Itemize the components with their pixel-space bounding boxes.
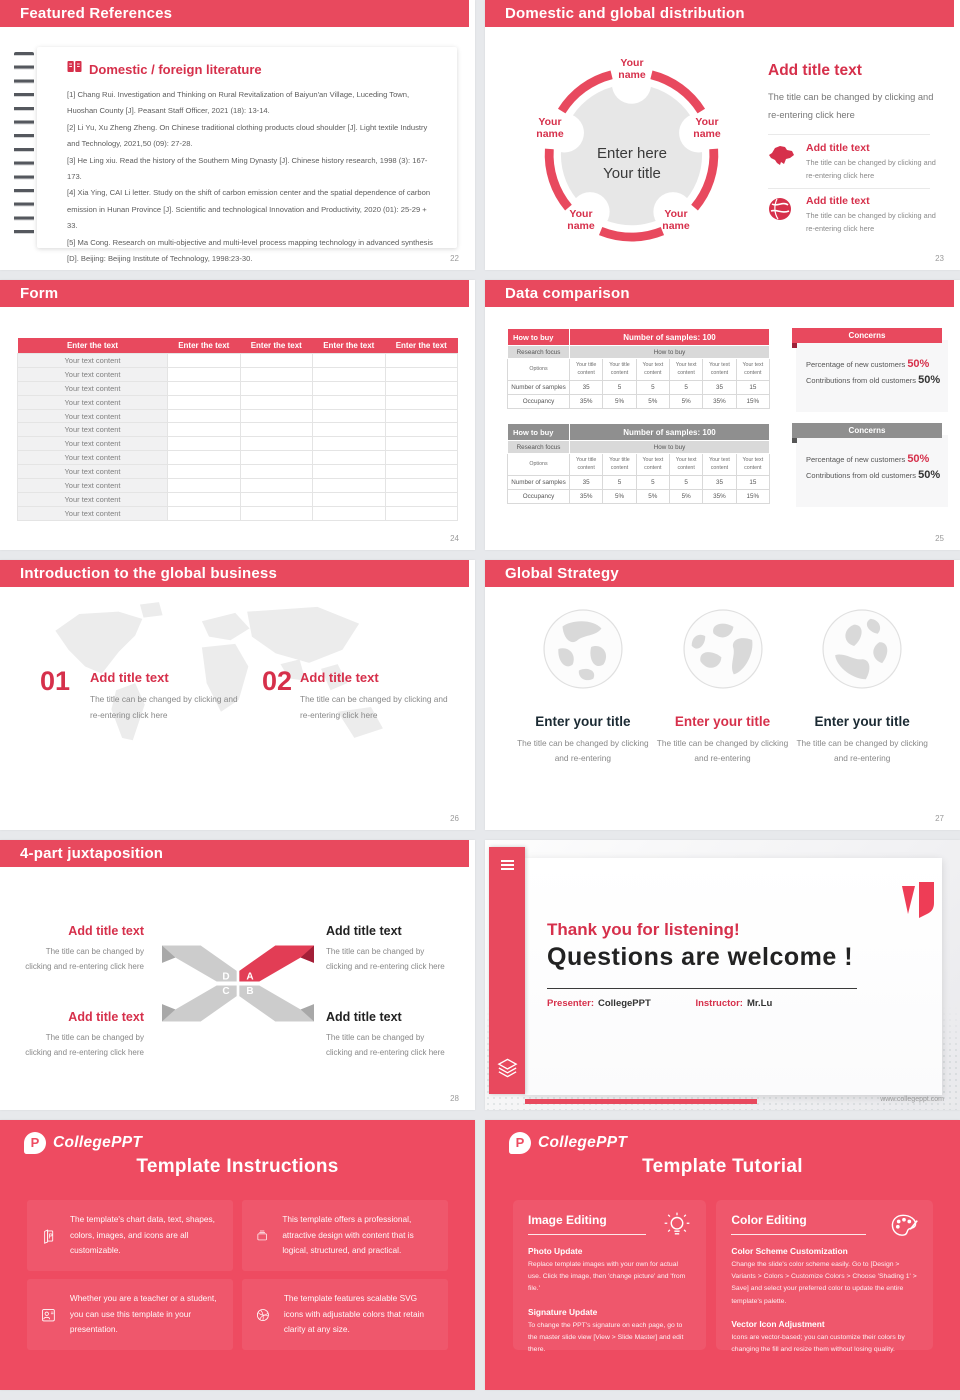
- concerns-ribbon: Concerns: [792, 423, 942, 438]
- table-cell: [313, 367, 386, 381]
- section-body: The title can be changed by clicking and re-entering click here: [768, 92, 934, 121]
- table-cell: [240, 506, 313, 520]
- table-cell: [240, 451, 313, 465]
- sub-heading: Color Scheme Customization: [731, 1246, 848, 1256]
- instruction-text: The template's chart data, text, shapes, colors, images, and icons are all customizable.: [69, 1213, 215, 1256]
- table-cell: [240, 354, 313, 368]
- table-cell: [385, 423, 458, 437]
- content-card: [525, 858, 942, 1095]
- table-cell: [313, 479, 386, 493]
- strategy-column: [653, 608, 793, 767]
- page-number: 24: [450, 534, 459, 543]
- item-heading: Add title text: [90, 670, 169, 685]
- table-cell: Your text content: [18, 367, 168, 381]
- table-cell: Your text content: [18, 395, 168, 409]
- table-row: [18, 479, 458, 493]
- table-cell: [385, 465, 458, 479]
- presenter-name: CollegePPT: [598, 998, 651, 1009]
- table-row: [18, 395, 458, 409]
- table-cell: [168, 479, 241, 493]
- table-cell: [313, 381, 386, 395]
- text-block: [326, 924, 450, 974]
- strategy-columns: [485, 608, 960, 767]
- questions-line: Questions are welcome !: [547, 943, 854, 971]
- table-cell: [168, 437, 241, 451]
- palette-icon: [889, 1210, 919, 1240]
- ribbon-letter: D: [222, 971, 230, 983]
- tutorial-card-color-editing: [716, 1200, 933, 1354]
- reference-item: [5] Ma Cong. Research on multi-objective and multi-level process mapping technology in advanced synthesis [D]. Beijing: Beijing Institute of Technology, 1998:23-30.: [67, 237, 433, 264]
- teacher-icon: [40, 1297, 57, 1333]
- table-cell: [240, 409, 313, 423]
- brand-bubble-icon: P: [24, 1132, 46, 1154]
- slide-juxtaposition[interactable]: [0, 840, 475, 1110]
- layers-icon: [496, 1056, 519, 1080]
- table-cell: Your text content: [18, 423, 168, 437]
- table-row: [18, 451, 458, 465]
- instruction-card: [27, 1200, 233, 1271]
- brand-name: CollegePPT: [538, 1134, 628, 1151]
- table-cell: [168, 506, 241, 520]
- card-heading: Color Editing: [731, 1213, 865, 1235]
- globe-icon: [821, 608, 903, 690]
- table-row: [18, 354, 458, 368]
- table-cell: [385, 395, 458, 409]
- table-row: [18, 492, 458, 506]
- table-cell: Your text content: [18, 506, 168, 520]
- concern-value: 50%: [918, 374, 941, 386]
- table-cell: Your text content: [18, 479, 168, 493]
- table-cell: [313, 492, 386, 506]
- instruction-cards: [27, 1200, 448, 1350]
- table-cell: [240, 492, 313, 506]
- table-cell: [385, 437, 458, 451]
- table-cell: [313, 451, 386, 465]
- node-label: Your name: [618, 57, 646, 82]
- table-cell: [385, 492, 458, 506]
- form-table: [17, 338, 458, 521]
- slide-title: Data comparison: [485, 280, 954, 307]
- tray-icon: [255, 1218, 269, 1254]
- slide-title: 4-part juxtaposition: [0, 840, 469, 867]
- block-heading: Add title text: [68, 1010, 144, 1024]
- table-cell: Your text content: [18, 492, 168, 506]
- table-cell: Your text content: [18, 437, 168, 451]
- slide-form[interactable]: [0, 280, 475, 550]
- table-cell: [240, 437, 313, 451]
- table-cell: Your text content: [18, 409, 168, 423]
- notebook-spiral-binding: [14, 52, 34, 244]
- item-heading: Add title text: [300, 670, 379, 685]
- concerns-panel-red: [792, 328, 948, 412]
- table-cell: [313, 506, 386, 520]
- china-map-icon: [768, 142, 795, 182]
- concerns-panel-gray: Concerns Percentage of new customers 50% Contributions from old customers 50%: [792, 423, 948, 507]
- instruction-card: [242, 1279, 448, 1350]
- table-title: Number of samples: 100: [570, 329, 770, 346]
- page-number: 23: [935, 254, 944, 263]
- sub-heading: Vector Icon Adjustment: [731, 1318, 825, 1329]
- table-row: [18, 437, 458, 451]
- tutorial-cards: [513, 1200, 933, 1354]
- strategy-column: [513, 608, 653, 767]
- column-header: Enter the text: [385, 338, 458, 354]
- node-label: Your name: [536, 116, 564, 141]
- page-number: 26: [450, 814, 459, 823]
- item-heading: Add title text: [806, 142, 870, 154]
- strategy-body: The title can be changed by clicking and re-entering: [796, 738, 928, 764]
- table-row: [18, 506, 458, 520]
- sub-body: To change the PPT's signature on each page, go to the master slide view [View > Slide Master] and edit there.: [528, 1321, 684, 1354]
- text-block: [20, 924, 144, 974]
- instructor-label: Instructor:: [695, 998, 743, 1009]
- concerns-ribbon: Concerns: [792, 328, 942, 343]
- globe-icon: [682, 608, 764, 690]
- slides-icon: [40, 1218, 57, 1254]
- brand-logo-icon: [898, 880, 936, 920]
- brand-bubble-icon: P: [509, 1132, 531, 1154]
- instructor-name: Mr.Lu: [746, 998, 773, 1009]
- slide-title: Global Strategy: [485, 560, 954, 587]
- globe-icon: [542, 608, 624, 690]
- table-cell: [313, 437, 386, 451]
- block-heading: Add title text: [68, 924, 144, 938]
- reference-list: [67, 87, 439, 267]
- table-cell: [385, 479, 458, 493]
- table-cell: [240, 381, 313, 395]
- table-cell: [168, 381, 241, 395]
- strategy-column: [792, 608, 932, 767]
- text-block: [326, 1010, 450, 1060]
- slide-global-strategy[interactable]: [485, 560, 960, 830]
- section-heading: Add title text: [768, 62, 862, 79]
- slide-title: Template Instructions: [136, 1156, 339, 1177]
- sub-body: Icons are vector-based; you can customize their colors by changing the fill and resize them without losing quality.: [731, 1333, 905, 1354]
- reference-item: [4] Xia Ying, CAI Li letter. Study on the shift of carbon emission center and the spatial dependence of carbon emission in Hunan Province [J]. Scientific and technological Innovation and Productivity, 2020 (01): 25-29 + 33.: [67, 188, 431, 231]
- table-cell: Your text content: [18, 354, 168, 368]
- table-cell: [385, 367, 458, 381]
- table-cell: [313, 395, 386, 409]
- instruction-text: The template features scalable SVG icons with adjustable colors that retain clarity at any size.: [283, 1292, 425, 1335]
- side-accent-bar: [489, 847, 525, 1094]
- table-cell: [240, 395, 313, 409]
- table-cell: [168, 423, 241, 437]
- node-label: Your name: [567, 208, 595, 233]
- table-cell: [168, 492, 241, 506]
- table-row: [18, 465, 458, 479]
- diagram-center-text: Enter here Your title: [596, 145, 668, 183]
- website-url: www.collegeppt.com: [880, 1096, 944, 1103]
- table-cell: [168, 451, 241, 465]
- credits: [547, 998, 772, 1009]
- divider: [768, 188, 930, 189]
- column-header: Enter the text: [168, 338, 241, 354]
- comparison-table-red: How to buy Number of samples: 100 Research focus How to buy Options Your title content Your title content Your text content Your text content Your text content Your text content Number of samples 35 5 5 5 35 15 Occupancy 35% 5% 5% 5% 35% 15%: [507, 328, 770, 409]
- reference-item: [1] Chang Rui. Investigation and Thinking on Rural Revitalization of Baiyun'an Village, Luceding Town, Huoshan County [J]. Peasant Staff Officer, 2021 (18): 13-14.: [67, 90, 410, 116]
- table-row: [18, 409, 458, 423]
- block-body: The title can be changed by clicking and re-entering click here: [326, 1033, 445, 1058]
- table-cell: [385, 354, 458, 368]
- brand-logo: [509, 1132, 627, 1154]
- table-cell: [240, 423, 313, 437]
- table-cell: [168, 465, 241, 479]
- slide-title: Featured References: [0, 0, 469, 27]
- strategy-body: The title can be changed by clicking and re-entering: [656, 738, 789, 764]
- strategy-title: Enter your title: [535, 714, 631, 729]
- vector-ball-icon: [255, 1297, 271, 1333]
- table-header-row: [18, 338, 458, 354]
- presenter-label: Presenter:: [547, 998, 594, 1009]
- brand-name: CollegePPT: [53, 1134, 143, 1151]
- brand-logo: [24, 1132, 142, 1154]
- concern-line: Percentage of new customers: [806, 360, 906, 369]
- table-cell: [385, 451, 458, 465]
- block-body: The title can be changed by clicking and re-entering click here: [25, 947, 144, 972]
- block-heading: Add title text: [326, 1010, 402, 1024]
- slide-thank-you[interactable]: [485, 840, 960, 1110]
- strategy-title: Enter your title: [674, 714, 771, 729]
- table-row: [18, 381, 458, 395]
- item-number: 02: [262, 666, 293, 696]
- ribbon-cross-diagram: [158, 940, 318, 1027]
- instruction-card: [242, 1200, 448, 1271]
- node-label: Your name: [662, 208, 690, 233]
- table-cell: [168, 409, 241, 423]
- table-cell: Your text content: [18, 451, 168, 465]
- slide-global-business[interactable]: [0, 560, 475, 830]
- page-number: 27: [935, 814, 944, 823]
- text-block: [20, 1010, 144, 1060]
- ribbon-letter: B: [246, 986, 254, 998]
- node-label: Your name: [693, 116, 721, 141]
- table-cell: Your text content: [18, 465, 168, 479]
- slide-distribution[interactable]: [485, 0, 960, 270]
- block-body: The title can be changed by clicking and re-entering click here: [25, 1033, 144, 1058]
- strategy-title: Enter your title: [814, 714, 910, 729]
- slide-title: Template Tutorial: [642, 1156, 803, 1177]
- divider: [768, 134, 930, 135]
- block-body: The title can be changed by clicking and re-entering click here: [326, 947, 445, 972]
- table-cell: [168, 395, 241, 409]
- page-number: 22: [450, 254, 459, 263]
- item-body: The title can be changed by clicking and re-entering click here: [300, 694, 448, 721]
- table-cell: [168, 354, 241, 368]
- slide-title: Introduction to the global business: [0, 560, 469, 587]
- sub-heading: Signature Update: [528, 1306, 598, 1317]
- table-cell: [385, 409, 458, 423]
- slide-template-tutorial[interactable]: [485, 1120, 960, 1390]
- table-row: [18, 367, 458, 381]
- table-cell: [313, 409, 386, 423]
- table-cell: [385, 381, 458, 395]
- instruction-text: Whether you are a teacher or a student, you can use this template in your presentation.: [69, 1292, 217, 1335]
- table-cell: [313, 423, 386, 437]
- concern-line: Contributions from old customers: [806, 376, 917, 385]
- table-corner: How to buy: [508, 329, 570, 346]
- item-heading: Add title text: [806, 195, 870, 207]
- table-cell: [385, 506, 458, 520]
- reference-item: [2] Li Yu, Xu Zheng Zheng. On Chinese traditional clothing products cloud shoulder [J]. Light textile Industry and Technology, 2021,50 (09): 27-28.: [67, 122, 428, 149]
- comparison-table-gray: How to buy Number of samples: 100 Research focus How to buy Options Your title content Your title content Your text content Your text content Your text content Your text content Number of samples 35 5 5 5 35 15 Occupancy 35% 5% 5% 5% 35% 15%: [507, 423, 770, 504]
- table-cell: Your text content: [18, 381, 168, 395]
- card-heading: Image Editing: [528, 1213, 646, 1235]
- instruction-text: This template offers a professional, attractive design with content that is logical, structured, and practical.: [282, 1213, 414, 1256]
- table-cell: [313, 354, 386, 368]
- thanks-line: Thank you for listening!: [547, 920, 740, 939]
- lightbulb-icon: [662, 1210, 692, 1240]
- slide-featured-references[interactable]: [0, 0, 475, 270]
- column-header: Enter the text: [240, 338, 313, 354]
- page-number: 28: [450, 1094, 459, 1103]
- sub-heading: Photo Update: [528, 1246, 583, 1256]
- item-number: 01: [40, 666, 71, 696]
- slide-title: Form: [0, 280, 469, 307]
- table-cell: [168, 367, 241, 381]
- sub-body: Change the slide's color scheme easily. Go to [Design > Variants > Colors > Customize Colors > Choose 'Shading 1' > Save] and select your preferred color to update the entire template's palette.: [731, 1261, 917, 1305]
- instruction-card: [27, 1279, 233, 1350]
- sub-body: Replace template images with your own for actual use. Click the image, then 'change picture' and 'from file.': [528, 1261, 686, 1293]
- item-body: The title can be changed by clicking and re-entering click here: [806, 211, 936, 234]
- divider: [547, 988, 857, 989]
- slide-title: Domestic and global distribution: [485, 0, 954, 27]
- slide-data-comparison[interactable]: [485, 280, 960, 550]
- table-cell: [313, 465, 386, 479]
- block-heading: Add title text: [326, 924, 402, 938]
- menu-icon: [501, 860, 514, 872]
- table-cell: [240, 367, 313, 381]
- ribbon-letter: C: [222, 986, 230, 998]
- slide-template-instructions[interactable]: [0, 1120, 475, 1390]
- column-header: Enter the text: [313, 338, 386, 354]
- table-cell: [240, 479, 313, 493]
- globe-icon: [768, 195, 795, 235]
- ribbon-letter: A: [246, 971, 254, 983]
- table-cell: [240, 465, 313, 479]
- concern-value: 50%: [907, 358, 930, 370]
- reference-item: [3] He Ling xiu. Read the history of the Southern Ming Dynasty [J]. Chinese history research, 1998 (3): 167-173.: [67, 155, 428, 182]
- column-header: Enter the text: [18, 338, 168, 354]
- bottom-accent-bar: [525, 1099, 757, 1104]
- table-row: [18, 423, 458, 437]
- page-number: 25: [935, 534, 944, 543]
- tutorial-card-image-editing: [513, 1200, 706, 1354]
- open-book-icon: [67, 60, 82, 78]
- strategy-body: The title can be changed by clicking and re-entering: [517, 738, 649, 764]
- literature-heading: Domestic / foreign literature: [89, 61, 262, 77]
- item-body: The title can be changed by clicking and re-entering click here: [806, 158, 936, 181]
- item-body: The title can be changed by clicking and re-entering click here: [90, 694, 238, 721]
